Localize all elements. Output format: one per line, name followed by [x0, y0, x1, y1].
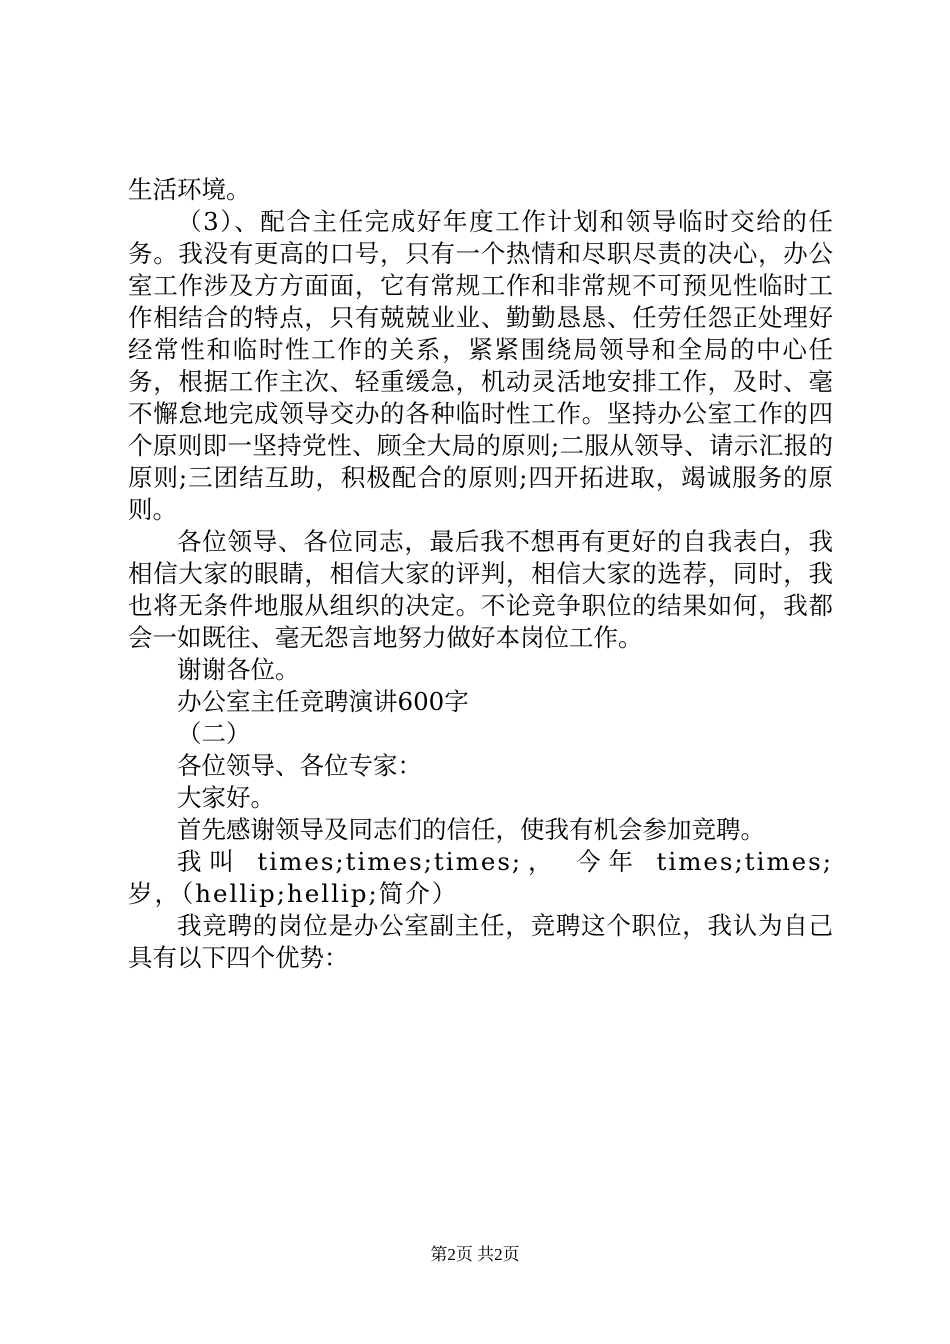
paragraph-introduction: 我叫 times;times;times;， 今年 times;times; 岁，（hellip;hellip;简介） [128, 847, 833, 908]
salutation: 各位领导、各位专家： [177, 751, 422, 780]
paragraph-item-3: （3）、配合主任完成好年度工作计划和领导临时交给的任务。我没有更高的口号，只有一个热情和尽职尽责的决心，办公室工作涉及方方面面，它有常规工作和非常规不可预见性临时工作相结合的特点，只有兢兢业业、勤勤恳恳、任劳任怨正处理好经常性和临时性工作的关系，紧紧围绕局领导和全局的中心任务，根据工作主次、轻重缓急，机动灵活地安排工作，及时、毫不懈怠地完成领导交办的各种临时性工作。坚持办公室工作的四个原则即一坚持党性、顾全大局的原则;二服从领导、请示汇报的原则;三团结互助，积极配合的原则;四开拓进取，竭诚服务的原则。 [128, 207, 833, 524]
paragraph-closing: 各位领导、各位同志，最后我不想再有更好的自我表白，我相信大家的眼睛，相信大家的评判，相信大家的选荐，同时，我也将无条件地服从组织的决定。不论竞争职位的结果如何，我都会一如既往、毫无怨言地努力做好本岗位工作。 [128, 527, 833, 652]
page-number-footer: 第2页 共2页 [430, 1245, 520, 1264]
paragraph-position: 我竞聘的岗位是办公室副主任，竞聘这个职位，我认为自己具有以下四个优势： [128, 911, 833, 972]
greeting: 大家好。 [177, 783, 275, 812]
paragraph-continuation: 生活环境。 [128, 175, 251, 204]
section-number: （二） [177, 719, 251, 748]
paragraph-gratitude: 首先感谢领导及同志们的信任，使我有机会参加竞聘。 [177, 815, 765, 844]
paragraph-thanks: 谢谢各位。 [177, 655, 300, 684]
document-body [128, 174, 833, 974]
section-title: 办公室主任竞聘演讲600字 [177, 687, 469, 716]
